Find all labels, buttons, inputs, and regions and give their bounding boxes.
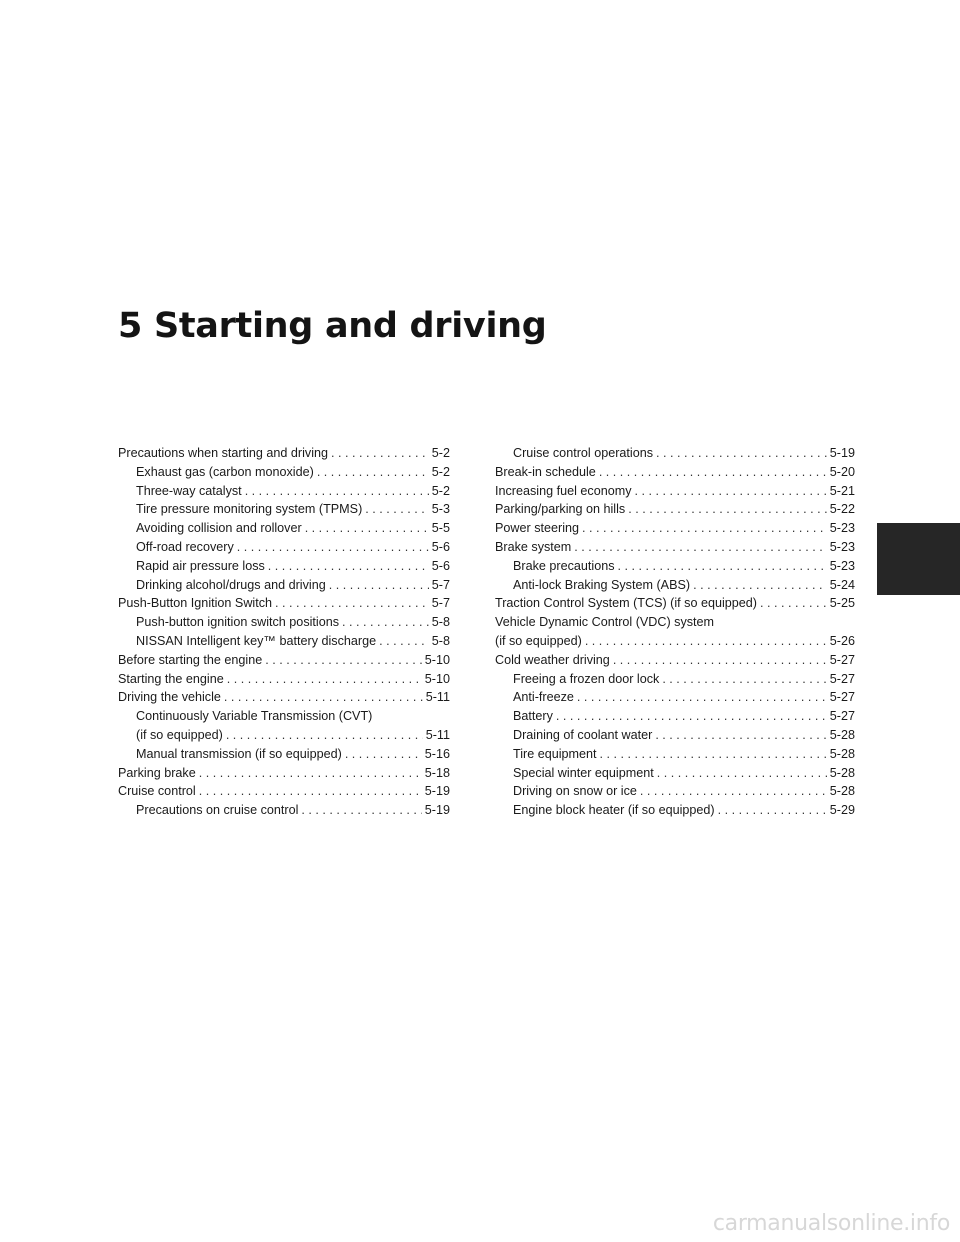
dot-leader	[599, 463, 827, 482]
toc-entry[interactable]	[495, 500, 855, 519]
toc-entry-title: Break-in schedule	[495, 464, 596, 479]
chapter-thumb-tab	[877, 523, 960, 595]
toc-entry-title: Traction Control System (TCS) (if so equipped)	[495, 596, 757, 611]
toc-entry-title: Driving the vehicle	[118, 690, 221, 705]
toc-entry-title: Draining of coolant water	[513, 727, 653, 742]
toc-entry-page: 5-20	[829, 464, 855, 479]
toc-entry[interactable]	[118, 707, 450, 745]
dot-leader	[365, 500, 429, 519]
toc-entry[interactable]	[118, 613, 450, 632]
toc-right-column	[495, 444, 855, 820]
toc-entry-title: Cold weather driving	[495, 652, 610, 667]
toc-entry-page: 5-19	[424, 803, 450, 818]
dot-leader	[655, 726, 826, 745]
toc-entry-page: 5-21	[829, 483, 855, 498]
dot-leader	[268, 557, 429, 576]
toc-entry-title: Off-road recovery	[136, 539, 234, 554]
toc-entry-page: 5-11	[425, 727, 450, 742]
toc-entry-title: Precautions on cruise control	[136, 803, 299, 818]
toc-entry-page: 5-28	[829, 727, 855, 742]
toc-entry-page: 5-29	[829, 803, 855, 818]
toc-entry-title: (if so equipped)	[136, 727, 223, 742]
toc-entry[interactable]	[495, 782, 855, 801]
toc-entry-page: 5-24	[829, 577, 855, 592]
toc-entry-page: 5-5	[431, 521, 450, 536]
toc-entry[interactable]	[118, 519, 450, 538]
dot-leader	[226, 726, 423, 745]
toc-entry-page: 5-7	[431, 596, 450, 611]
dot-leader	[317, 463, 429, 482]
toc-entry-title: Rapid air pressure loss	[136, 558, 265, 573]
dot-leader	[600, 745, 827, 764]
dot-leader	[275, 594, 429, 613]
toc-entry-title: Freeing a frozen door lock	[513, 671, 660, 686]
toc-entry-page: 5-6	[431, 558, 450, 573]
dot-leader	[345, 745, 422, 764]
toc-entry-title: Parking/parking on hills	[495, 502, 626, 517]
toc-entry[interactable]	[118, 557, 450, 576]
toc-entry-page: 5-11	[425, 690, 450, 705]
toc-entry[interactable]	[495, 519, 855, 538]
toc-entry-title-line1: Continuously Variable Transmission (CVT)	[136, 709, 373, 724]
toc-entry-page: 5-6	[431, 539, 450, 554]
dot-leader	[329, 576, 429, 595]
dot-leader	[657, 764, 827, 783]
toc-entry[interactable]	[495, 444, 855, 463]
dot-leader	[760, 594, 827, 613]
toc-entry-title: Driving on snow or ice	[513, 784, 637, 799]
toc-entry-page: 5-25	[829, 596, 855, 611]
dot-leader	[613, 651, 827, 670]
toc-entry[interactable]	[118, 538, 450, 557]
dot-leader	[199, 764, 422, 783]
toc-entry-page: 5-10	[424, 652, 450, 667]
toc-entry-title: Parking brake	[118, 765, 196, 780]
toc-entry-page: 5-28	[829, 765, 855, 780]
toc-entry-title: Engine block heater (if so equipped)	[513, 803, 715, 818]
dot-leader	[693, 576, 827, 595]
toc-entry-page: 5-27	[829, 709, 855, 724]
toc-entry-page: 5-27	[829, 690, 855, 705]
toc-entry[interactable]	[118, 632, 450, 651]
toc-entry-title-line1: Vehicle Dynamic Control (VDC) system	[495, 615, 715, 630]
dot-leader	[331, 444, 429, 463]
toc-entry[interactable]	[495, 482, 855, 501]
toc-entry-page: 5-8	[431, 615, 450, 630]
toc-entry[interactable]	[118, 444, 450, 463]
dot-leader	[224, 688, 423, 707]
toc-entry[interactable]	[495, 576, 855, 595]
chapter-title: 5 Starting and driving	[118, 306, 547, 346]
toc-entry-page: 5-8	[431, 633, 450, 648]
toc-entry[interactable]	[495, 688, 855, 707]
dot-leader	[574, 538, 826, 557]
toc-entry[interactable]	[495, 463, 855, 482]
dot-leader	[577, 688, 827, 707]
dot-leader	[199, 782, 422, 801]
toc-entry-page: 5-10	[424, 671, 450, 686]
toc-entry[interactable]	[118, 482, 450, 501]
dot-leader	[618, 557, 827, 576]
toc-entry[interactable]	[118, 651, 450, 670]
toc-entry-page: 5-2	[431, 446, 450, 460]
dot-leader	[227, 670, 422, 689]
toc-entry-title: Manual transmission (if so equipped)	[136, 746, 342, 761]
toc-entry[interactable]	[118, 576, 450, 595]
toc-entry-title: (if so equipped)	[495, 633, 582, 648]
toc-entry-title: NISSAN Intelligent key™ battery discharge	[136, 633, 377, 648]
dot-leader	[640, 782, 827, 801]
toc-entry-title: Anti-lock Braking System (ABS)	[513, 577, 691, 592]
toc-entry-title: Battery	[513, 709, 553, 724]
toc-entry[interactable]	[495, 538, 855, 557]
toc-entry[interactable]	[118, 688, 450, 707]
dot-leader	[342, 613, 429, 632]
toc-entry-title: Exhaust gas (carbon monoxide)	[136, 464, 314, 479]
toc-entry-title: Precautions when starting and driving	[118, 446, 329, 460]
toc-entry[interactable]	[495, 613, 855, 651]
toc-entry[interactable]	[495, 801, 855, 820]
dot-leader	[556, 707, 827, 726]
dot-leader	[662, 670, 826, 689]
toc-entry-page: 5-23	[829, 558, 855, 573]
toc-entry[interactable]	[495, 651, 855, 670]
toc-entry[interactable]	[495, 764, 855, 783]
dot-leader	[582, 519, 827, 538]
toc-entry[interactable]	[118, 670, 450, 689]
watermark: carmanualsonline.info	[712, 1211, 950, 1236]
toc-entry-title: Starting the engine	[118, 671, 224, 686]
dot-leader	[656, 444, 827, 463]
toc-left-column	[118, 444, 450, 820]
dot-leader	[585, 632, 827, 651]
toc-entry-title: Cruise control	[118, 784, 196, 799]
toc-entry-page: 5-22	[829, 502, 855, 517]
toc-entry-page: 5-18	[424, 765, 450, 780]
toc-entry[interactable]	[495, 670, 855, 689]
toc-entry-page: 5-27	[829, 671, 855, 686]
toc-entry-title: Power steering	[495, 521, 579, 536]
toc-entry-title: Before starting the engine	[118, 652, 263, 667]
toc-entry-page: 5-19	[424, 784, 450, 799]
dot-leader	[379, 632, 429, 651]
toc-entry-page: 5-27	[829, 652, 855, 667]
toc-entry-page: 5-26	[829, 633, 855, 648]
toc-entry-page: 5-2	[431, 464, 450, 479]
dot-leader	[237, 538, 429, 557]
toc-entry[interactable]	[118, 500, 450, 519]
toc-entry-title: Anti-freeze	[513, 690, 574, 705]
toc-entry[interactable]	[495, 726, 855, 745]
toc-entry-title: Drinking alcohol/drugs and driving	[136, 577, 326, 592]
toc-entry[interactable]	[495, 594, 855, 613]
toc-entry[interactable]	[495, 557, 855, 576]
toc-entry-title: Special winter equipment	[513, 765, 654, 780]
toc-entry-page: 5-23	[829, 521, 855, 536]
toc-entry-title: Avoiding collision and rollover	[136, 521, 302, 536]
toc-entry-title: Tire pressure monitoring system (TPMS)	[136, 502, 363, 517]
toc-entry-title: Tire equipment	[513, 746, 597, 761]
toc-entry-page: 5-23	[829, 539, 855, 554]
toc-entry-page: 5-19	[829, 446, 855, 460]
toc-entry-title: Push-button ignition switch positions	[136, 615, 340, 630]
dot-leader	[628, 500, 827, 519]
dot-leader	[718, 801, 827, 820]
toc-entry-page: 5-28	[829, 746, 855, 761]
toc-entry-title: Cruise control operations	[513, 446, 654, 460]
toc-entry[interactable]	[118, 745, 450, 764]
toc-entry-page: 5-2	[431, 483, 450, 498]
toc-entry-title: Brake system	[495, 539, 572, 554]
toc-entry[interactable]	[118, 801, 450, 820]
dot-leader	[635, 482, 827, 501]
toc-entry[interactable]	[118, 594, 450, 613]
toc-entry-page: 5-3	[431, 502, 450, 517]
toc-entry[interactable]	[118, 782, 450, 801]
toc-entry[interactable]	[495, 707, 855, 726]
toc-entry-title: Three-way catalyst	[136, 483, 242, 498]
dot-leader	[245, 482, 429, 501]
toc-entry-page: 5-7	[431, 577, 450, 592]
toc-entry-page: 5-28	[829, 784, 855, 799]
toc-entry[interactable]	[118, 463, 450, 482]
dot-leader	[265, 651, 422, 670]
toc-entry-title: Brake precautions	[513, 558, 615, 573]
dot-leader	[301, 801, 421, 820]
toc-entry-page: 5-16	[424, 746, 450, 761]
dot-leader	[305, 519, 429, 538]
toc-entry-title: Push-Button Ignition Switch	[118, 596, 273, 611]
toc-entry-title: Increasing fuel economy	[495, 483, 632, 498]
toc-entry[interactable]	[495, 745, 855, 764]
toc-entry[interactable]	[118, 764, 450, 783]
